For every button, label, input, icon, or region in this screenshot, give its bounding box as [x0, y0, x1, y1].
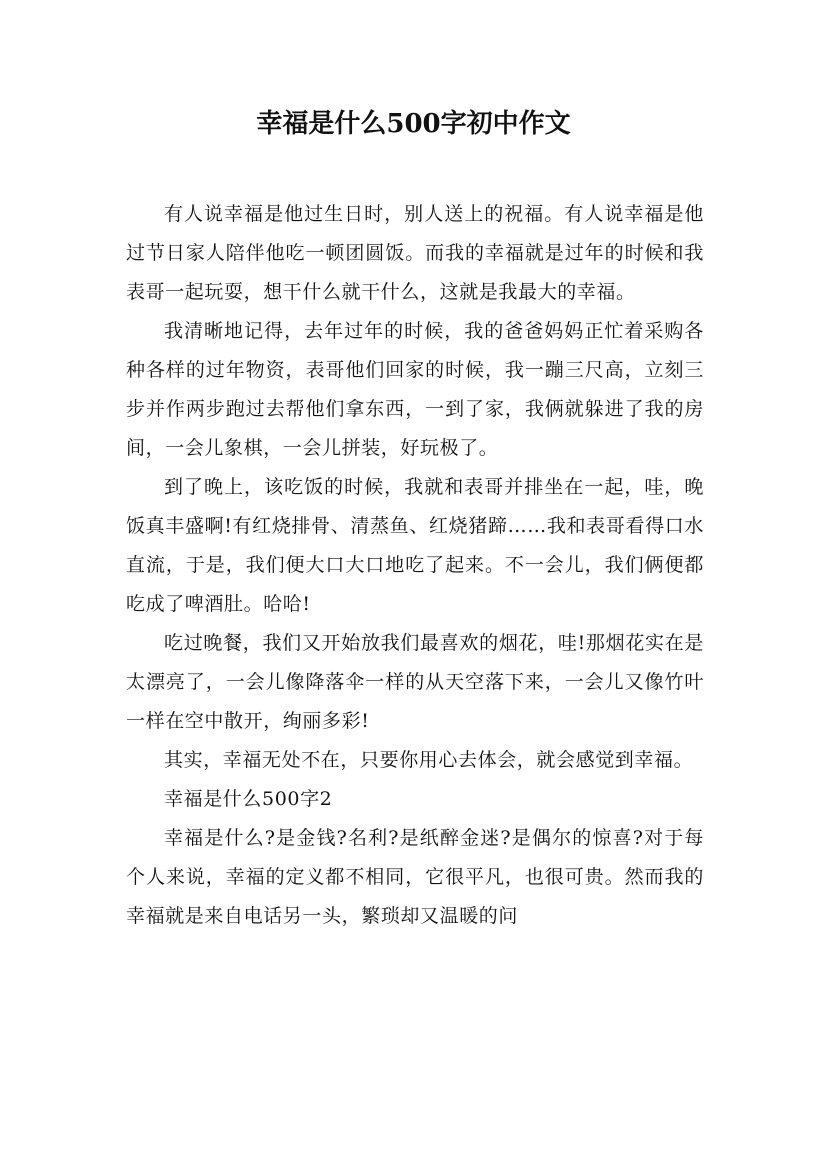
- section-heading: 幸福是什么500字2: [164, 788, 333, 810]
- paragraph-3: 到了晚上，该吃饭的时候，我就和表哥并排坐在一起，哇，晚饭真丰盛啊!有红烧排骨、清蒸鱼、红烧猪蹄……我和表哥看得口水直流，于是，我们便大口大口地吃了起来。不一会儿，我们俩便都吃成了啤酒肚。哈哈!: [126, 476, 704, 615]
- paragraph-1: 有人说幸福是他过生日时，别人送上的祝福。有人说幸福是他过节日家人陪伴他吃一顿团圆饭。而我的幸福就是过年的时候和我表哥一起玩耍，想干什么就干什么，这就是我最大的幸福。: [126, 203, 704, 303]
- document-title: 幸福是什么500字初中作文: [256, 109, 571, 139]
- paragraph-6: 幸福是什么?是金钱?名利?是纸醉金迷?是偶尔的惊喜?对于每个人来说，幸福的定义都不相同，它很平凡，也很可贵。然而我的幸福就是来自电话另一头，繁琐却又温暖的问: [126, 827, 704, 927]
- paragraph-4: 吃过晚餐，我们又开始放我们最喜欢的烟花，哇!那烟花实在是太漂亮了，一会儿像降落伞一样的从天空落下来，一会儿又像竹叶一样在空中散开，绚丽多彩!: [126, 632, 704, 732]
- paragraph-5: 其实，幸福无处不在，只要你用心去体会，就会感觉到幸福。: [164, 749, 694, 771]
- document-body: [126, 195, 704, 936]
- paragraph-2: 我清晰地记得，去年过年的时候，我的爸爸妈妈正忙着采购各种各样的过年物资，表哥他们回家的时候，我一蹦三尺高，立刻三步并作两步跑过去帮他们拿东西，一到了家，我俩就躲进了我的房间，一会儿象棋，一会儿拼装，好玩极了。: [126, 320, 704, 459]
